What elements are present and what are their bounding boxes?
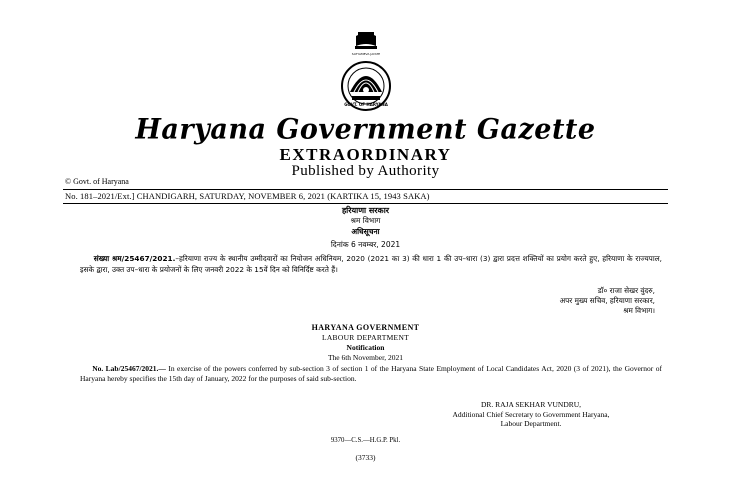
hindi-designation: अपर मुख्य सचिव, हरियाणा सरकार, [559,296,655,305]
hindi-signatory: डॉ० राजा सेखर वुंदरु, [597,286,655,295]
svg-text:GOVT. OF HARYANA: GOVT. OF HARYANA [344,102,388,107]
hindi-department-heading: श्रम विभाग [350,216,381,225]
svg-text:SATYAMEVA JAYATE: SATYAMEVA JAYATE [351,52,381,56]
english-signatory: DR. RAJA SEKHAR VUNDRU, [480,400,582,409]
hindi-date: दिनांक 6 नवम्बर, 2021 [330,240,401,249]
issue-line: No. 181–2021/Ext.] CHANDIGARH, SATURDAY, NOVEMBER 6, 2021 (KARTIKA 15, 1943 SAKA) [65,191,430,201]
english-notification-heading: Notification [346,343,385,352]
hindi-notification-heading: अधिसूचना [351,227,380,236]
hindi-body-text: –हरियाणा राज्य के स्थानीय उम्मीदवारों का नियोजन अधिनियम, 2020 (2021 का 3) की धारा 1 की उप–धारा (3) द्वारा प्रदत्त शक्तियों का प्रयोग करते हुए, हरियाणा के राज्यपाल, इसके द्वारा, उक्त उप–धारा के प्रयोजनों के लिए जनवरी 2022 के 15वें दिन को विनिर्दिष्ट करते हैं। [80,254,662,274]
english-date: The 6th November, 2021 [327,353,404,362]
state-emblem-logo [332,30,400,114]
hindi-government-heading: हरियाणा सरकार [341,206,390,215]
page-number: (3733) [355,453,376,462]
divider [63,189,668,190]
english-government-heading: HARYANA GOVERNMENT [311,323,420,332]
english-department-heading: LABOUR DEPARTMENT [321,333,410,342]
gazette-title: Haryana Government Gazette [135,113,596,146]
copyright-notice: © Govt. of Haryana [65,177,129,186]
english-body-text: In exercise of the powers conferred by sub-section 3 of section 1 of the Haryana State Employment of Local Candidates Act, 2020 (3 of 2021), the Governor of Haryana hereby specifies the 15th day of January, 2022 for the purposes of said sub-section. [80,364,662,383]
english-dept-line: Labour Department. [500,419,562,428]
hindi-notification-body [80,253,662,275]
published-by: Published by Authority [291,163,440,179]
hindi-notification-number: संख्या श्रम/25467/2021. [93,254,176,263]
hindi-dept-line: श्रम विभाग। [623,306,655,315]
hindi-signature-block [430,286,655,316]
english-signature-block [400,400,662,429]
english-notification-number: No. Lab/25467/2021.— [92,364,166,373]
english-designation: Additional Chief Secretary to Government Haryana, [452,409,610,419]
print-code: 9370—C.S.—H.G.P. Pkl. [330,437,401,444]
english-notification-body [80,364,662,383]
divider [63,203,668,204]
edition-label: EXTRAORDINARY [279,145,452,164]
